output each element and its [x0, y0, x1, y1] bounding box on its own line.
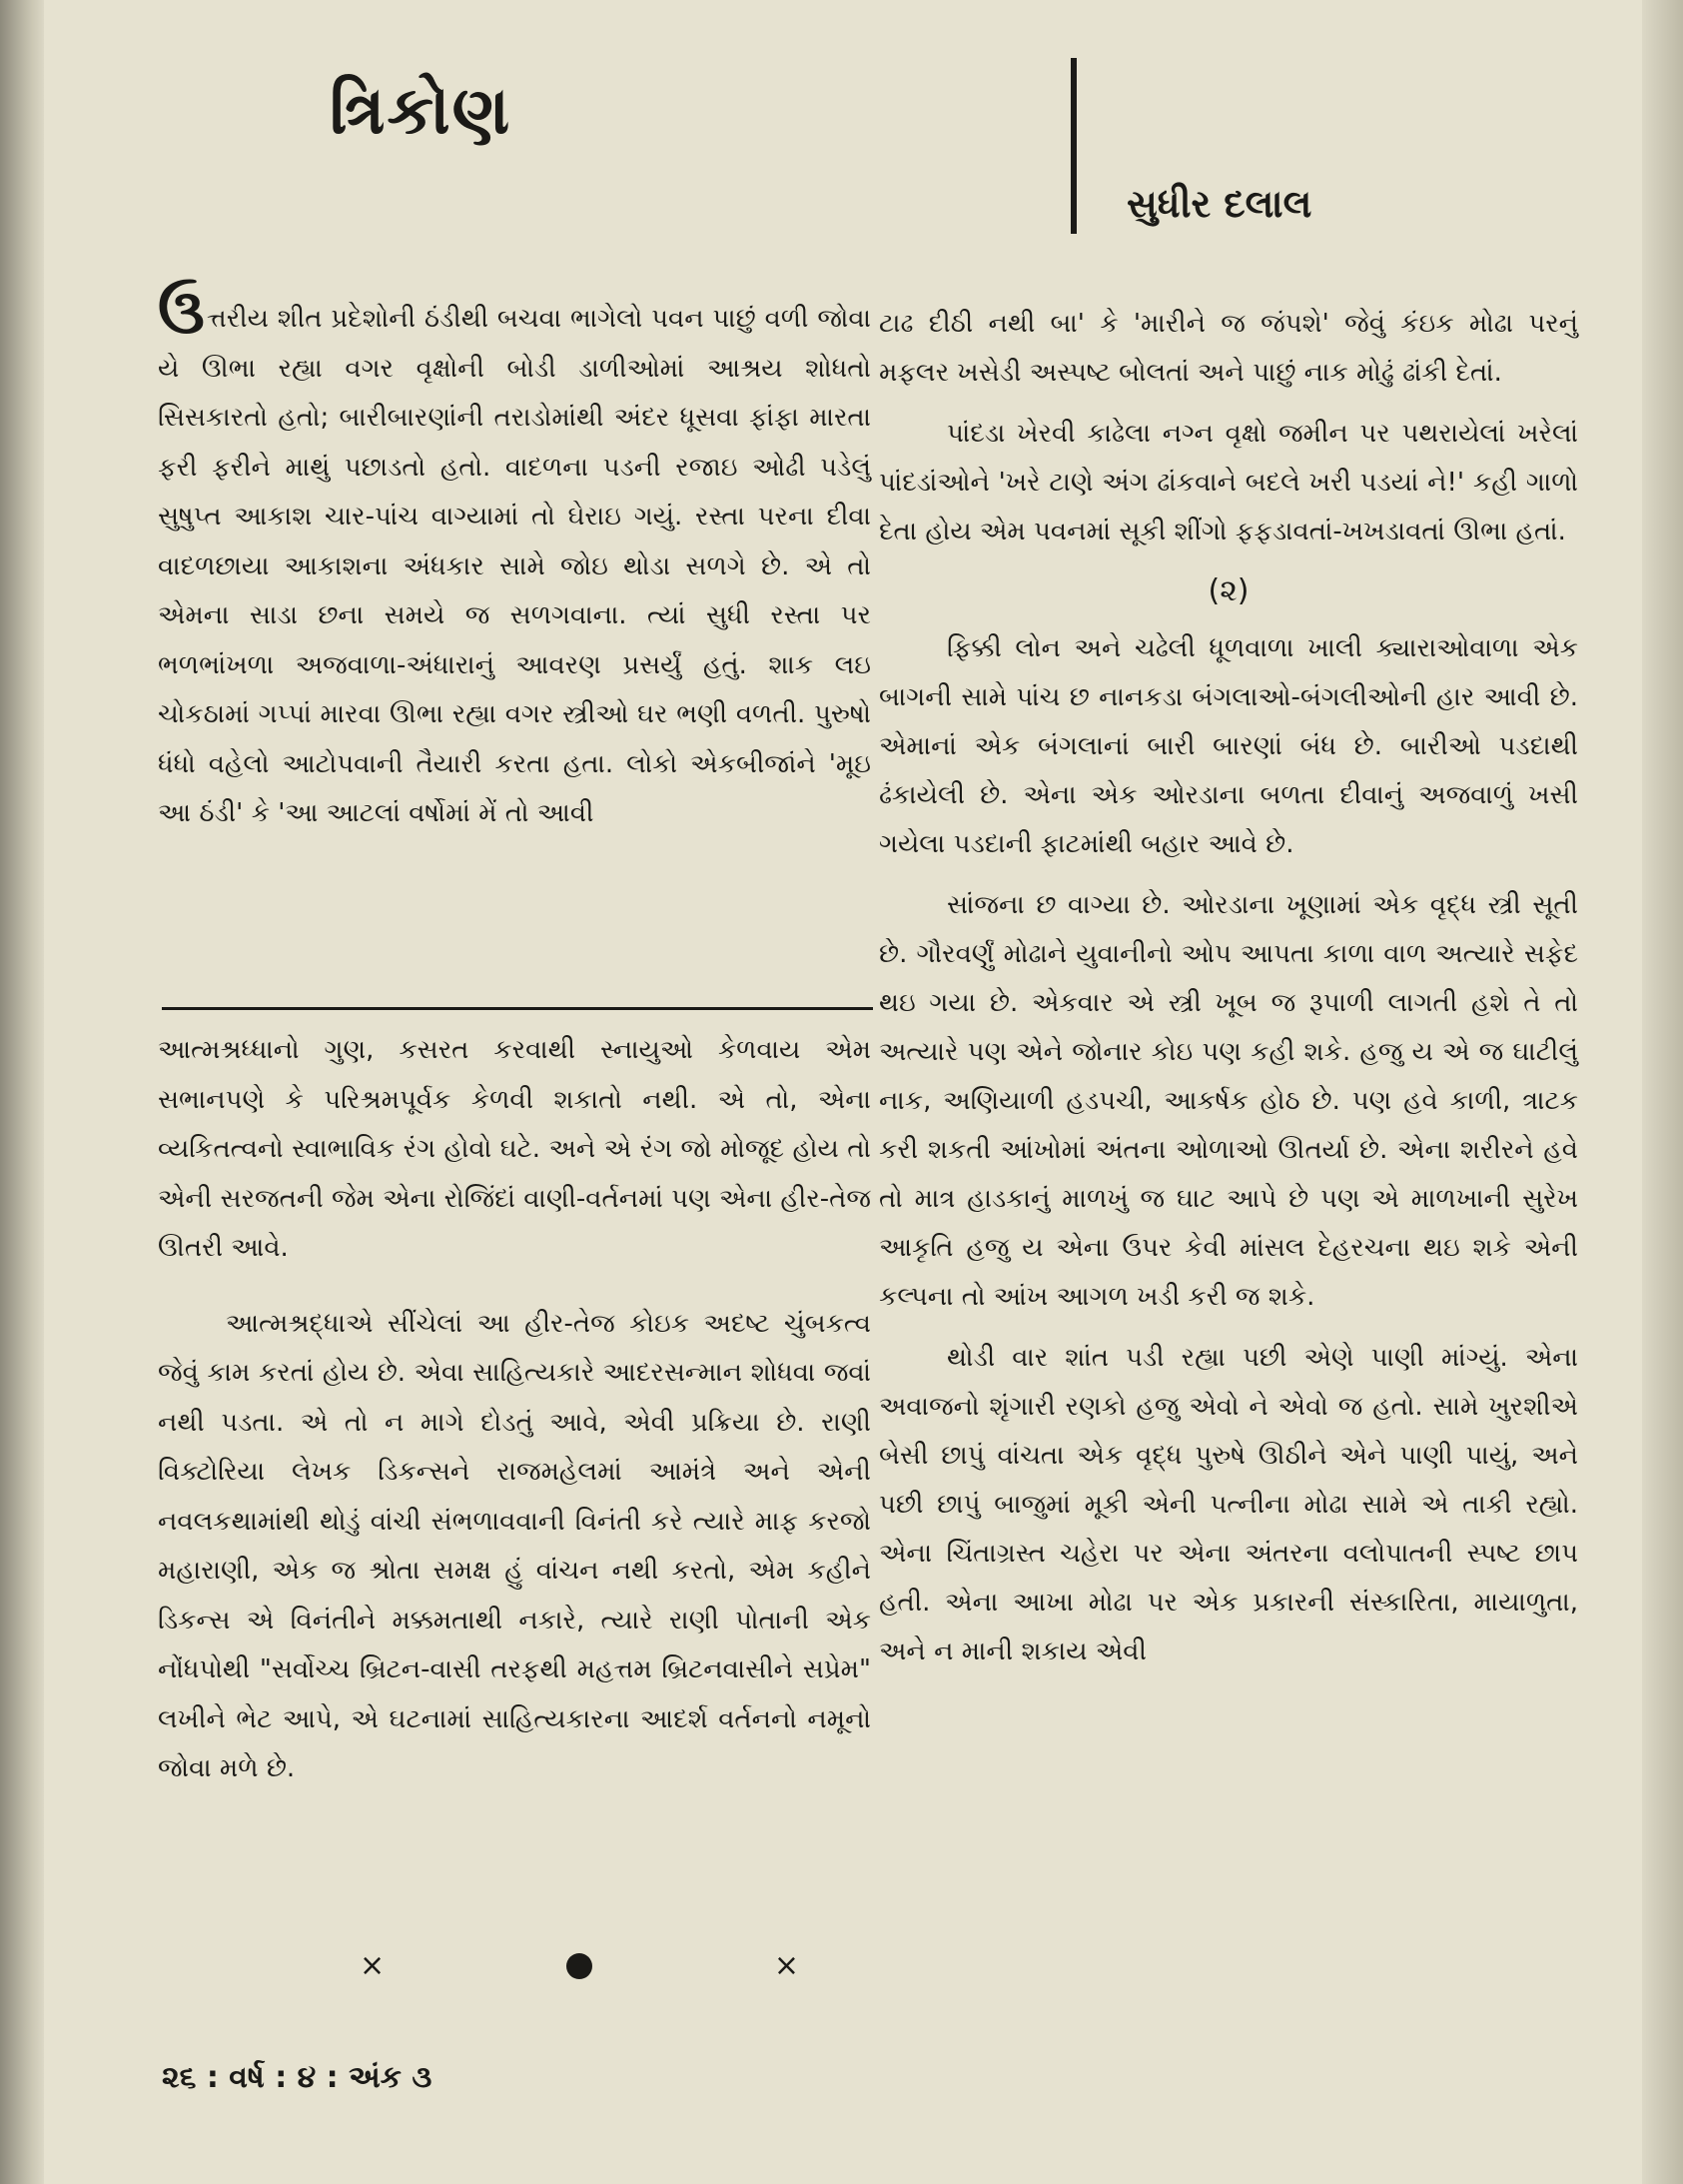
left-column-story — [158, 275, 871, 839]
story-paragraph: થોડી વાર શાંત પડી રહ્યા પછી એણે પાણી માંગ્યું. એના અવાજનો શૃંગારી રણકો હજુ એવો ને એવો જ હતો. સામે ખુરશીએ બેસી છાપું વાંચતા એક વૃદ્ધ પુરુષે ઊઠીને એને પાણી પાયું, અને પછી છાપું બાજુમાં મૂકી એની પત્નીના મોઢા સામે એ તાકી રહ્યો. એના ચિંતાગ્રસ્ત ચહેરા પર એના અંતરના વલોપાતની સ્પષ્ટ છાપ હતી. એના આખા મોઢા પર એક પ્રકારની સંસ્કારિતા, માયાળુતા, અને ન માની શકાય એવી — [879, 1343, 1578, 1666]
page-edge — [1642, 0, 1683, 2184]
title-divider — [1071, 58, 1077, 234]
story-paragraph: પાંદડા ખેરવી કાઢેલા નગ્ન વૃક્ષો જમીન પર પથરાયેલાં ખરેલાં પાંદડાંઓને 'ખરે ટાણે અંગ ઢાંકવાને બદલે ખરી પડયાં ને!' કહી ગાળો દેતા હોય એમ પવનમાં સૂકી શીંગો ફફડાવતાં-ખખડાવતાં ઊભા હતાં. — [879, 419, 1578, 546]
ornament-cross-left: × — [360, 1948, 386, 1983]
story-paragraph: ફિક્કી લોન અને ચઢેલી ધૂળવાળા ખાલી ક્યારાઓવાળા એક બાગની સામે પાંચ છ નાનકડા બંગલાઓ-બંગલીઓની હાર આવી છે. એમાનાં એક બંગલાનાં બારી બારણાં બંધ છે. બારીઓ પડદાથી ઢંકાયેલી છે. એના એક ઓરડાના બળતા દીવાનું અજવાળું ખસી ગયેલા પડદાની ફાટમાંથી બહાર આવે છે. — [879, 633, 1578, 859]
left-column-essay — [158, 1026, 871, 1794]
author-name: સુધીર દલાલ — [1127, 182, 1312, 226]
ornament-cross-right: × — [773, 1948, 799, 1983]
article-title: ત્રિકોણ — [330, 72, 512, 149]
drop-cap: ઉ — [158, 275, 205, 348]
page-footer: ૨૬ : વર્ષ : ૪ : અંક ૩ — [162, 2060, 432, 2095]
story-opening-paragraph — [158, 275, 871, 839]
page-gutter — [0, 0, 44, 2184]
story-paragraph: ટાઢ દીઠી નથી બા' કે 'મારીને જ જંપશે' જેવું કંઇક મોઢા પરનું મફલર ખસેડી અસ્પષ્ટ બોલતાં અને પાછું નાક મોઢું ઢાંકી દેતાં. — [879, 309, 1578, 388]
section-number: (૨) — [1208, 573, 1250, 608]
essay-paragraph: આત્મશ્રદ્ધાએ સીંચેલાં આ હીર-તેજ કોઇક અદષ્ટ ચુંબકત્વ જેવું કામ કરતાં હોય છે. એવા સાહિત્યકારે આદરસન્માન શોધવા જવાં નથી પડતા. એ તો ન માગે દોડતું આવે, એવી પ્રક્રિયા છે. રાણી વિક્ટોરિયા લેખક ડિકન્સને રાજમહેલમાં આમંત્રે અને એની નવલકથામાંથી થોડું વાંચી સંભળાવવાની વિનંતી કરે ત્યારે માફ કરજો મહારાણી, એક જ શ્રોતા સમક્ષ હું વાંચન નથી કરતો, એમ કહીને ડિકન્સ એ વિનંતીને મક્કમતાથી નકારે, ત્યારે રાણી પોતાની એક નોંધપોથી "સર્વોચ્ચ બ્રિટન-વાસી તરફથી મહત્તમ બ્રિટનવાસીને સપ્રેમ" લખીને ભેટ આપે, એ ઘટનામાં સાહિત્યકારના આદર્શ વર્તનનો નમૂનો જોવા મળે છે. — [158, 1308, 871, 1783]
end-ornament — [360, 1948, 799, 1983]
ornament-dot — [566, 1953, 592, 1979]
story-opening-text: ત્તરીય શીત પ્રદેશોની ઠંડીથી બચવા ભાગેલો પવન પાછું વળી જોવા યે ઊભા રહ્યા વગર વૃક્ષોની બોડી ડાળીઓમાં આશ્રય શોધતો સિસકારતો હતો; બારીબારણાંની તરાડોમાંથી અંદર ધૂસવા ફાંફા મારતા ફરી ફરીને માથું પછાડતો હતો. વાદળના પડની રજાઇ ઓઢી પડેલું સુષુપ્ત આકાશ ચાર-પાંચ વાગ્યામાં તો ઘેરાઇ ગયું. રસ્તા પરના દીવા વાદળછાયા આકાશના અંધકાર સામે જોઇ થોડા સળગે છે. એ તો એમના સાડા છના સમયે જ સળગવાના. ત્યાં સુધી રસ્તા પર ભળભાંખળા અજવાળા-અંધારાનું આવરણ પ્રસર્યું હતું. શાક લઇ ચોકઠામાં ગપ્પાં મારવા ઊભા રહ્યા વગર સ્ત્રીઓ ઘર ભણી વળતી. પુરુષો ધંધો વહેલો આટોપવાની તૈયારી કરતા હતા. લોકો એકબીજાંને 'મૂઇ આ ઠંડી' કે 'આ આટલાં વર્ષોમાં મેં તો આવી — [158, 304, 871, 828]
essay-paragraph: આત્મશ્રધ્ધાનો ગુણ, કસરત કરવાથી સ્નાયુઓ કેળવાય એમ સભાનપણે કે પરિશ્રમપૂર્વક કેળવી શકાતો નથી. એ તો, એના વ્યકિતત્વનો સ્વાભાવિક રંગ હોવો ઘટે. અને એ રંગ જો મોજૂદ હોય તો એની સરજતની જેમ એના રોજિંદાં વાણી-વર્તનમાં પણ એના હીર-તેજ ઊતરી આવે. — [158, 1035, 871, 1263]
right-column-story — [879, 300, 1578, 1676]
column-separator-rule — [162, 1007, 873, 1010]
story-paragraph: સાંજના છ વાગ્યા છે. ઓરડાના ખૂણામાં એક વૃદ્ધ સ્ત્રી સૂતી છે. ગૌરવર્ણું મોઢાને યુવાનીનો ઓપ આપતા કાળા વાળ અત્યારે સફેદ થઇ ગયા છે. એકવાર એ સ્ત્રી ખૂબ જ રૂપાળી લાગતી હશે તે તો અત્યારે પણ એને જોનાર કોઇ પણ કહી શકે. હજુ ય એ જ ઘાટીલું નાક, અણિયાળી હડપચી, આકર્ષક હોઠ છે. પણ હવે કાળી, ત્રાટક કરી શકતી આંખોમાં અંતના ઓળાઓ ઊતર્યા છે. એના શરીરને હવે તો માત્ર હાડકાનું માળખું જ ઘાટ આપે છે પણ એ માળખાની સુરેખ આકૃતિ હજુ ય એના ઉપર કેવી માંસલ દેહરચના થઇ શકે એની કલ્પના તો આંખ આગળ ખડી કરી જ શકે. — [879, 890, 1578, 1312]
